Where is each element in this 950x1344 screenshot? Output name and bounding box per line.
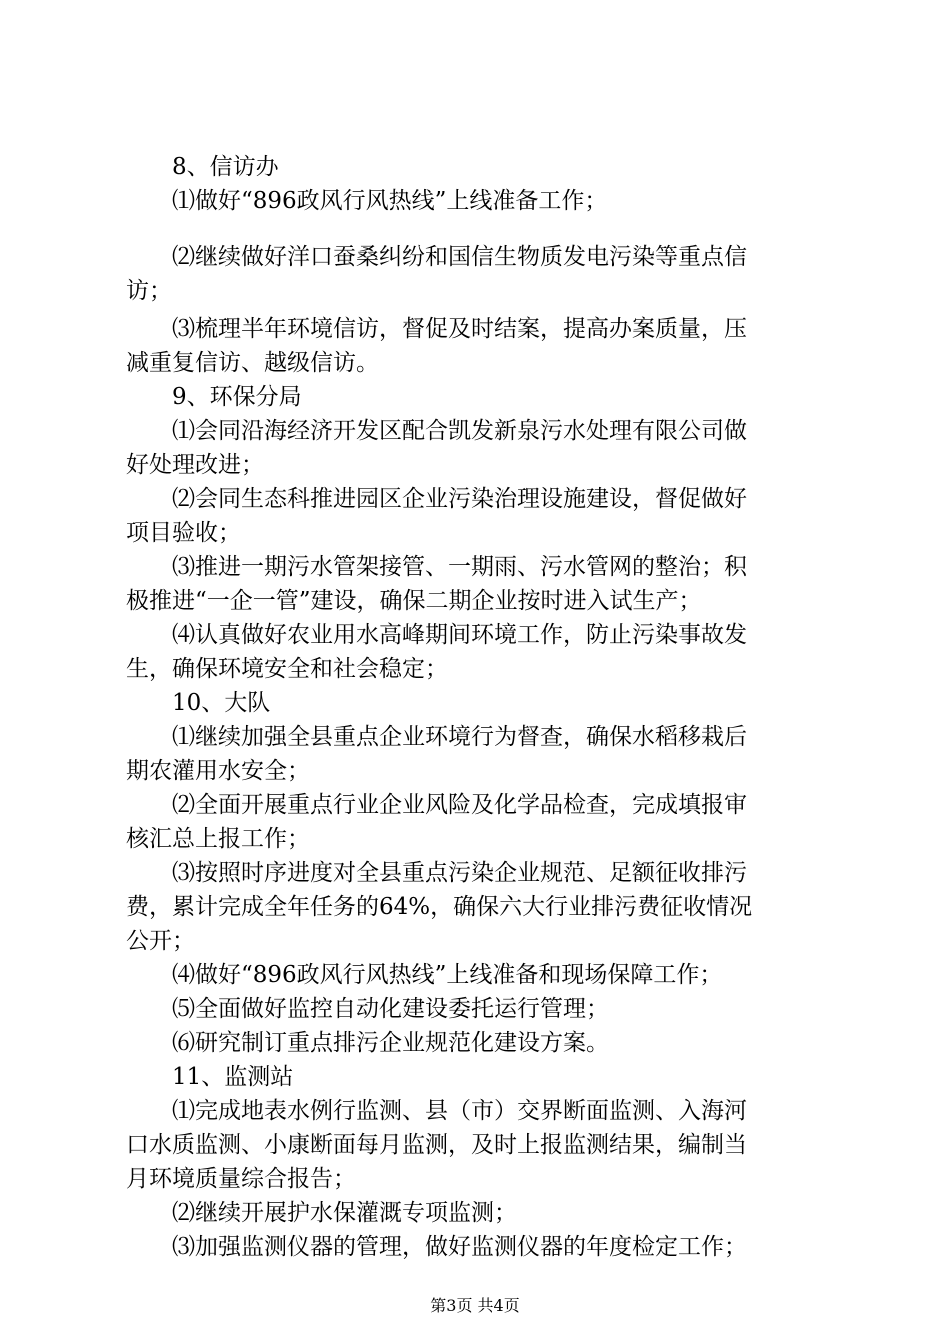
paragraph-line: ⑵继续做好洋口蚕桑纠纷和国信生物质发电污染等重点信 [172, 244, 747, 270]
paragraph-line: ⑵继续开展护水保灌溉专项监测； [172, 1200, 517, 1226]
section-heading: 8、信访办 [172, 154, 279, 180]
paragraph-line: 公开； [126, 928, 195, 954]
paragraph-line: ⑷做好“896政风行风热线”上线准备和现场保障工作； [172, 962, 723, 988]
section-heading: 10、大队 [172, 690, 271, 716]
paragraph-line: 极推进“一企一管”建设，确保二期企业按时进入试生产； [126, 588, 702, 614]
paragraph-line: 月环境质量综合报告； [126, 1166, 356, 1192]
paragraph-line: 访； [126, 278, 172, 304]
paragraph-line: 减重复信访、越级信访。 [126, 350, 379, 376]
paragraph-line: ⑹研究制订重点排污企业规范化建设方案。 [172, 1030, 609, 1056]
paragraph-line: ⑵会同生态科推进园区企业污染治理设施建设，督促做好 [172, 486, 747, 512]
paragraph-line: ⑴完成地表水例行监测、县（市）交界断面监测、入海河 [172, 1098, 747, 1124]
section-heading: 11、监测站 [172, 1064, 294, 1090]
page-number: 第3页 共4页 [430, 1296, 520, 1315]
paragraph-line: 口水质监测、小康断面每月监测，及时上报监测结果，编制当 [126, 1132, 747, 1158]
paragraph-line: ⑶梳理半年环境信访，督促及时结案，提高办案质量，压 [172, 316, 747, 342]
paragraph-line: 项目验收； [126, 520, 241, 546]
paragraph-line: ⑵全面开展重点行业企业风险及化学品检查，完成填报审 [172, 792, 747, 818]
paragraph-line: ⑷认真做好农业用水高峰期间环境工作，防止污染事故发 [172, 622, 747, 648]
paragraph-line: 费，累计完成全年任务的64%，确保六大行业排污费征收情况 [126, 894, 753, 920]
paragraph-line: ⑴继续加强全县重点企业环境行为督查，确保水稻移栽后 [172, 724, 747, 750]
paragraph-line: ⑶按照时序进度对全县重点污染企业规范、足额征收排污 [172, 860, 747, 886]
paragraph-line: 核汇总上报工作； [126, 826, 310, 852]
paragraph-line: ⑸全面做好监控自动化建设委托运行管理； [172, 996, 609, 1022]
paragraph-line: 期农灌用水安全； [126, 758, 310, 784]
paragraph-line: 生，确保环境安全和社会稳定； [126, 656, 448, 682]
paragraph-line: ⑴会同沿海经济开发区配合凯发新泉污水处理有限公司做 [172, 418, 747, 444]
paragraph-line: ⑴做好“896政风行风热线”上线准备工作； [172, 188, 608, 214]
section-heading: 9、环保分局 [172, 384, 302, 410]
paragraph-line: ⑶推进一期污水管架接管、一期雨、污水管网的整治；积 [172, 554, 747, 580]
paragraph-line: 好处理改进； [126, 452, 264, 478]
paragraph-line: ⑶加强监测仪器的管理，做好监测仪器的年度检定工作； [172, 1234, 747, 1260]
